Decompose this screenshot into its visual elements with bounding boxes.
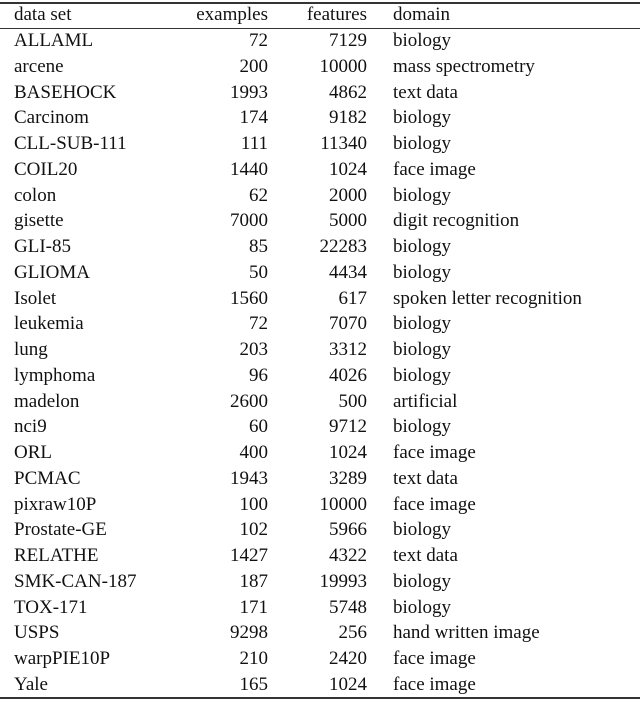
cell-examples: 96	[249, 364, 268, 386]
cell-data-set: Carcinom	[14, 107, 89, 129]
cell-data-set: CLL-SUB-111	[14, 133, 127, 155]
table-row	[0, 466, 640, 492]
cell-features: 3289	[329, 467, 367, 489]
cell-data-set: BASEHOCK	[14, 81, 117, 103]
cell-domain: text data	[393, 81, 458, 103]
table-row	[0, 183, 640, 209]
cell-features: 7070	[329, 313, 367, 335]
table-row	[0, 363, 640, 389]
cell-data-set: TOX-171	[14, 596, 88, 618]
cell-examples: 174	[239, 107, 268, 129]
cell-domain: text data	[393, 545, 458, 567]
table-row	[0, 131, 640, 157]
cell-examples: 2600	[230, 390, 268, 412]
table-row	[0, 28, 640, 54]
table-row	[0, 260, 640, 286]
cell-data-set: RELATHE	[14, 545, 99, 567]
cell-examples: 7000	[230, 210, 268, 232]
cell-examples: 9298	[230, 622, 268, 644]
table-row	[0, 672, 640, 698]
cell-domain: artificial	[393, 390, 458, 412]
cell-data-set: gisette	[14, 210, 64, 232]
cell-data-set: Yale	[14, 674, 48, 695]
cell-features: 11340	[320, 133, 367, 155]
cell-data-set: nci9	[14, 416, 47, 438]
cell-features: 4322	[329, 545, 367, 567]
cell-domain: biology	[393, 107, 452, 129]
cell-examples: 50	[249, 261, 268, 283]
table-row	[0, 440, 640, 466]
cell-features: 9182	[329, 107, 367, 129]
cell-features: 5966	[329, 519, 367, 541]
cell-examples: 100	[239, 493, 268, 515]
cell-data-set: Isolet	[14, 287, 57, 309]
cell-features: 2000	[329, 184, 367, 206]
cell-examples: 165	[239, 674, 268, 695]
cell-examples: 210	[239, 648, 268, 670]
cell-domain: face image	[393, 674, 476, 695]
cell-domain: biology	[393, 313, 452, 335]
cell-features: 19993	[319, 570, 367, 592]
table-row	[0, 80, 640, 106]
cell-features: 10000	[319, 493, 367, 515]
cell-domain: text data	[393, 467, 458, 489]
cell-domain: face image	[393, 158, 476, 180]
cell-data-set: USPS	[14, 622, 60, 644]
cell-data-set: COIL20	[14, 158, 78, 180]
table-row	[0, 517, 640, 543]
cell-features: 1024	[329, 674, 367, 695]
cell-features: 4862	[329, 81, 367, 103]
cell-examples: 102	[239, 519, 268, 541]
cell-features: 22283	[319, 236, 367, 258]
cell-domain: biology	[393, 184, 452, 206]
table-row	[0, 492, 640, 518]
cell-domain: biology	[393, 364, 452, 386]
cell-examples: 85	[249, 236, 268, 258]
cell-domain: biology	[393, 30, 452, 51]
cell-data-set: pixraw10P	[14, 493, 97, 515]
cell-domain: biology	[393, 261, 452, 283]
cell-domain: digit recognition	[393, 210, 520, 232]
table-row	[0, 569, 640, 595]
table-row	[0, 208, 640, 234]
cell-data-set: colon	[14, 184, 57, 206]
cell-data-set: arcene	[14, 55, 64, 77]
cell-domain: spoken letter recognition	[393, 287, 582, 309]
table-row	[0, 54, 640, 80]
table-row	[0, 595, 640, 621]
header-examples: examples	[196, 4, 268, 25]
cell-data-set: PCMAC	[14, 467, 81, 489]
cell-features: 4026	[329, 364, 367, 386]
table-row	[0, 620, 640, 646]
cell-features: 3312	[329, 339, 367, 361]
cell-examples: 1943	[230, 467, 268, 489]
cell-features: 500	[338, 390, 367, 412]
cell-examples: 1440	[230, 158, 268, 180]
cell-domain: biology	[393, 339, 452, 361]
table-row	[0, 157, 640, 183]
cell-domain: biology	[393, 416, 452, 438]
header-domain: domain	[393, 4, 450, 25]
cell-examples: 187	[239, 570, 268, 592]
cell-domain: face image	[393, 493, 476, 515]
table-header	[0, 2, 640, 28]
cell-features: 2420	[329, 648, 367, 670]
cell-domain: biology	[393, 236, 452, 258]
cell-features: 7129	[329, 30, 367, 51]
cell-examples: 200	[239, 55, 268, 77]
table-row	[0, 311, 640, 337]
cell-features: 1024	[329, 442, 367, 464]
cell-examples: 60	[249, 416, 268, 438]
cell-data-set: warpPIE10P	[14, 648, 111, 670]
cell-domain: biology	[393, 596, 452, 618]
cell-data-set: GLI-85	[14, 236, 71, 258]
table-row	[0, 414, 640, 440]
cell-examples: 171	[239, 596, 268, 618]
cell-domain: hand written image	[393, 622, 540, 644]
cell-examples: 72	[249, 30, 268, 51]
cell-examples: 1560	[230, 287, 268, 309]
cell-domain: biology	[393, 133, 452, 155]
cell-data-set: leukemia	[14, 313, 84, 335]
header-data-set: data set	[14, 4, 72, 25]
cell-examples: 1427	[230, 545, 268, 567]
cell-features: 256	[338, 622, 367, 644]
cell-domain: face image	[393, 648, 476, 670]
cell-data-set: ALLAML	[14, 30, 94, 51]
table-row	[0, 234, 640, 260]
cell-features: 5748	[329, 596, 367, 618]
cell-data-set: Prostate-GE	[14, 519, 107, 541]
cell-domain: face image	[393, 442, 476, 464]
cell-domain: biology	[393, 519, 452, 541]
cell-examples: 72	[249, 313, 268, 335]
cell-domain: mass spectrometry	[393, 55, 535, 77]
table-row	[0, 646, 640, 672]
cell-data-set: lymphoma	[14, 364, 96, 386]
bottom-rule	[0, 697, 640, 699]
cell-data-set: SMK-CAN-187	[14, 570, 137, 592]
cell-examples: 203	[239, 339, 268, 361]
cell-examples: 111	[240, 133, 268, 155]
table-row	[0, 543, 640, 569]
cell-data-set: lung	[14, 339, 48, 361]
cell-features: 1024	[329, 158, 367, 180]
table-row	[0, 286, 640, 312]
cell-examples: 400	[239, 442, 268, 464]
cell-features: 617	[338, 287, 367, 309]
table-row	[0, 389, 640, 415]
cell-features: 4434	[329, 261, 367, 283]
table-row	[0, 337, 640, 363]
cell-data-set: madelon	[14, 390, 80, 412]
cell-features: 5000	[329, 210, 367, 232]
cell-domain: biology	[393, 570, 452, 592]
cell-data-set: GLIOMA	[14, 261, 90, 283]
cell-examples: 62	[249, 184, 268, 206]
cell-features: 10000	[319, 55, 367, 77]
cell-data-set: ORL	[14, 442, 52, 464]
cell-features: 9712	[329, 416, 367, 438]
cell-examples: 1993	[230, 81, 268, 103]
header-features: features	[306, 4, 367, 25]
table-row	[0, 105, 640, 131]
